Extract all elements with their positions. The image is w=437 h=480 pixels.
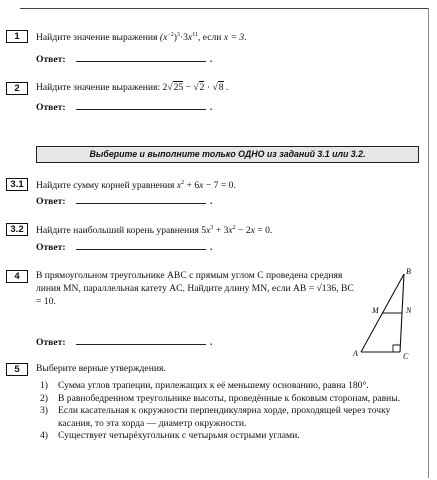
task-2-expression: 2√25 − √2 · √8 <box>162 82 224 93</box>
statement-item: 2) В равнобедренном треугольнике высоты, проведённые к боковым сторонам, равны. <box>40 392 401 404</box>
task-5-text: Выберите верные утверждения. <box>36 363 166 374</box>
statement-item: 3) Если касательная к окружности перпендикулярна хорде, проходящей через точку касания, то эта хорда — диаметр окружности. <box>40 405 391 429</box>
answer-3-1: Ответ: . <box>36 196 213 207</box>
triangle-figure <box>348 266 430 360</box>
task-1-text: Найдите значение выражения $(x^{-2})^3\cdot 3x^{11}$, если x = 3. <box>36 32 247 44</box>
task-3-2-text: Найдите наибольший корень уравнения $5x^3 + 3x^2 - 2x = 0$. <box>36 225 273 237</box>
answer-3-2: Ответ: . <box>36 242 213 253</box>
answer-1: Ответ: . <box>36 54 213 65</box>
answer-3-2-field[interactable] <box>76 241 206 250</box>
vertex-b-label: B <box>406 267 411 276</box>
answer-2: Ответ: . <box>36 102 213 113</box>
answer-2-field[interactable] <box>76 101 206 110</box>
task-2-text: Найдите значение выражения: 2√25 − √2 · √8 . <box>36 82 229 93</box>
choice-banner: Выберите и выполните только ОДНО из заданий 3.1 или 3.2. <box>36 146 419 163</box>
answer-4-field[interactable] <box>76 336 206 345</box>
task-number-4: 4 <box>6 270 28 283</box>
task-3-1-expression: $x^2 + 6x - 7 = 0$ <box>176 180 234 192</box>
statement-item: 1) Сумма углов трапеции, прилежащих к её меньшему основанию, равна 180°. <box>40 380 369 391</box>
task-3-1-text: Найдите сумму корней уравнения $x^2 + 6x - 7 = 0$. <box>36 180 236 192</box>
point-m-label: M <box>372 306 379 315</box>
statement-list <box>36 380 419 443</box>
task-1-expression: $(x^{-2})^3\cdot 3x^{11}$ <box>159 32 198 44</box>
task-number-3-1: 3.1 <box>6 178 28 191</box>
answer-4: Ответ: . <box>36 337 213 348</box>
task-number-3-2: 3.2 <box>6 223 28 236</box>
right-rule <box>428 8 429 478</box>
task-number-5: 5 <box>6 363 28 376</box>
answer-3-1-field[interactable] <box>76 195 206 204</box>
answer-1-field[interactable] <box>76 53 206 62</box>
right-angle-mark <box>393 345 400 352</box>
vertex-a-label: A <box>353 349 358 358</box>
task-number-2: 2 <box>6 82 28 95</box>
point-n-label: N <box>406 306 412 315</box>
task-number-1: 1 <box>6 30 28 43</box>
task-4-text: В прямоугольном треугольнике ABC с прямым углом C проведена средняя линия MN, параллельная катету AC. Найдите длину MN, если AB = √136, BC = 10. <box>36 270 354 307</box>
vertex-c-label: C <box>403 352 409 360</box>
statement-item: 4) Существует четырёхугольник с четырьмя острыми углами. <box>40 430 300 441</box>
top-rule <box>20 8 429 9</box>
task-3-2-expression: $5x^3 + 3x^2 - 2x = 0$ <box>201 225 270 237</box>
